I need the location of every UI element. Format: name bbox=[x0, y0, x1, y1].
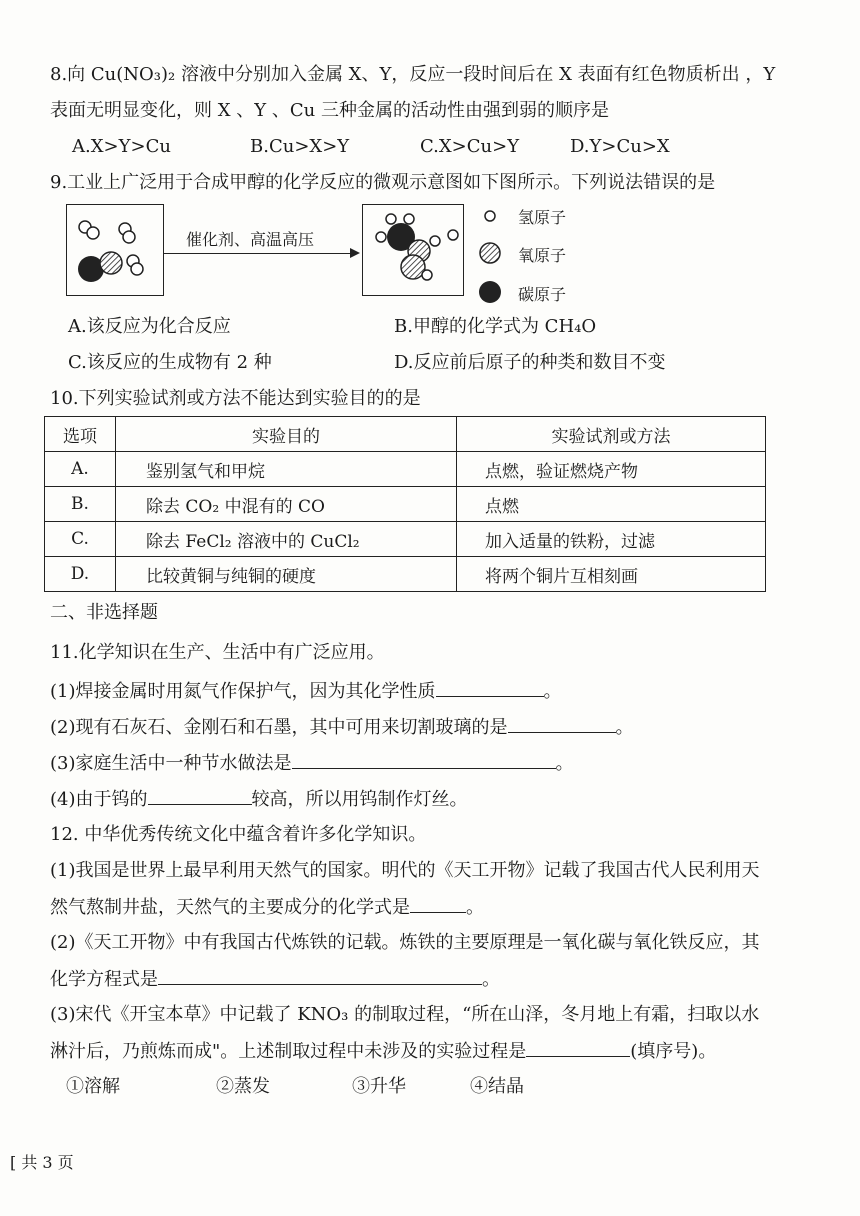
hydrogen-legend-icon bbox=[485, 211, 495, 221]
q8-option-b: B.Cu>X>Y bbox=[250, 136, 350, 157]
row-a-option: A. bbox=[45, 452, 116, 487]
q11-stem: 11.化学知识在生产、生活中有广泛应用。 bbox=[50, 642, 385, 663]
q11-part2-end: 。 bbox=[615, 717, 634, 738]
row-d-method: 将两个铜片互相刻画 bbox=[457, 557, 766, 592]
q11-part3-blank[interactable] bbox=[292, 750, 556, 769]
section-title: 二、非选择题 bbox=[50, 602, 158, 623]
q11-part1-blank[interactable] bbox=[436, 678, 544, 697]
hydrogen-atom bbox=[422, 270, 432, 280]
q12-choice-1: ①溶解 bbox=[66, 1076, 120, 1097]
q12-part1-end: 。 bbox=[466, 897, 484, 918]
legend-carbon-label: 碳原子 bbox=[518, 285, 567, 304]
q8-option-a: A.X>Y>Cu bbox=[72, 136, 171, 157]
products-box bbox=[362, 204, 464, 296]
q12-part3-end: (填序号)。 bbox=[630, 1041, 717, 1062]
reaction-condition-label: 催化剂、高温高压 bbox=[186, 230, 315, 249]
header-purpose: 实验目的 bbox=[116, 417, 457, 452]
q12-part1-text: 然气熬制井盐，天然气的主要成分的化学式是 bbox=[50, 897, 410, 918]
q10-table bbox=[44, 416, 766, 592]
header-method: 实验试剂或方法 bbox=[457, 417, 766, 452]
q12-part3-text: 淋汁后，乃煎炼而成"。上述制取过程中未涉及的实验过程是 bbox=[50, 1041, 527, 1062]
q11-part4-text: (4)由于钨的 bbox=[50, 789, 148, 810]
header-option: 选项 bbox=[45, 417, 116, 452]
q12-part2-end: 。 bbox=[482, 969, 500, 990]
q11-part3-end: 。 bbox=[555, 753, 574, 774]
product-molecules bbox=[363, 205, 463, 295]
q10-stem: 10.下列实验试剂或方法不能达到实验目的的是 bbox=[50, 388, 421, 409]
q12-part2-text: 化学方程式是 bbox=[50, 969, 158, 990]
q11-part4-blank[interactable] bbox=[148, 786, 252, 805]
row-b-method: 点燃 bbox=[457, 487, 766, 522]
hydrogen-atom bbox=[386, 214, 396, 224]
row-c-option: C. bbox=[45, 522, 116, 557]
legend-oxygen-label: 氧原子 bbox=[518, 246, 567, 265]
table-header-row bbox=[45, 417, 766, 452]
hydrogen-atom bbox=[430, 236, 440, 246]
reactants-box bbox=[66, 204, 164, 296]
table-row bbox=[45, 487, 766, 522]
q12-part1-line2 bbox=[50, 894, 484, 921]
q8-line1: 8.向 Cu(NO₃)₂ 溶液中分别加入金属 X、Y，反应一段时间后在 X 表面有红色物质析出 ，Y bbox=[50, 64, 776, 85]
row-c-method: 加入适量的铁粉，过滤 bbox=[457, 522, 766, 557]
hydrogen-atom bbox=[404, 214, 414, 224]
table-row bbox=[45, 452, 766, 487]
q8-option-c: C.X>Cu>Y bbox=[420, 136, 520, 157]
q12-part1-blank[interactable] bbox=[410, 894, 466, 913]
q11-part3-text: (3)家庭生活中一种节水做法是 bbox=[50, 753, 292, 774]
hydrogen-atom bbox=[448, 230, 458, 240]
q11-part1 bbox=[50, 678, 562, 705]
row-c-purpose: 除去 FeCl₂ 溶液中的 CuCl₂ bbox=[116, 522, 457, 557]
legend-hydrogen-label: 氢原子 bbox=[518, 208, 567, 227]
q11-part2-blank[interactable] bbox=[508, 714, 616, 733]
q12-part3-line1: (3)宋代《开宝本草》中记载了 KNO₃ 的制取过程，“所在山泽，冬月地上有霜，扫取以水 bbox=[50, 1004, 760, 1025]
q11-part1-end: 。 bbox=[543, 681, 562, 702]
q8-line2: 表面无明显变化，则 X 、Y 、Cu 三种金属的活动性由强到弱的顺序是 bbox=[50, 100, 609, 121]
q8-option-d: D.Y>Cu>X bbox=[570, 136, 670, 157]
q12-choice-3: ③升华 bbox=[352, 1076, 406, 1097]
q11-part4-end: 较高，所以用钨制作灯丝。 bbox=[251, 789, 468, 810]
q9-option-c: C.该反应的生成物有 2 种 bbox=[68, 352, 272, 373]
q12-part1-line1: (1)我国是世界上最早利用天然气的国家。明代的《天工开物》记载了我国古代人民利用天 bbox=[50, 860, 760, 881]
table-row bbox=[45, 557, 766, 592]
hydrogen-atom bbox=[87, 227, 99, 239]
q11-part3 bbox=[50, 750, 574, 777]
q11-part1-text: (1)焊接金属时用氮气作保护气，因为其化学性质 bbox=[50, 681, 436, 702]
q11-part2 bbox=[50, 714, 634, 741]
q11-part2-text: (2)现有石灰石、金刚石和石墨，其中可用来切割玻璃的是 bbox=[50, 717, 508, 738]
q11-part4 bbox=[50, 786, 468, 813]
row-a-purpose: 鉴别氢气和甲烷 bbox=[116, 452, 457, 487]
reaction-arrow bbox=[164, 253, 350, 254]
table-row bbox=[45, 522, 766, 557]
row-d-purpose: 比较黄铜与纯铜的硬度 bbox=[116, 557, 457, 592]
oxygen-legend-icon bbox=[480, 243, 500, 263]
q12-part3-blank[interactable] bbox=[526, 1038, 630, 1057]
q12-stem: 12. 中华优秀传统文化中蕴含着许多化学知识。 bbox=[50, 824, 427, 845]
hydrogen-atom bbox=[376, 232, 386, 242]
reactant-molecules bbox=[67, 205, 163, 295]
row-d-option: D. bbox=[45, 557, 116, 592]
page-footer: [ 共 3 页 bbox=[10, 1153, 74, 1172]
oxygen-atom bbox=[100, 252, 122, 274]
q12-part2-line1: (2)《天工开物》中有我国古代炼铁的记载。炼铁的主要原理是一氧化碳与氧化铁反应，其 bbox=[50, 932, 760, 953]
q12-choice-2: ②蒸发 bbox=[216, 1076, 270, 1097]
row-b-option: B. bbox=[45, 487, 116, 522]
row-a-method: 点燃，验证燃烧产物 bbox=[457, 452, 766, 487]
q9-option-b: B.甲醇的化学式为 CH₄O bbox=[394, 316, 597, 337]
q9-option-d: D.反应前后原子的种类和数目不变 bbox=[394, 352, 666, 373]
legend-icons bbox=[478, 204, 508, 304]
hydrogen-atom bbox=[123, 231, 135, 243]
q12-choice-4: ④结晶 bbox=[470, 1076, 524, 1097]
q12-part2-line2 bbox=[50, 966, 500, 993]
q9-stem: 9.工业上广泛用于合成甲醇的化学反应的微观示意图如下图所示。下列说法错误的是 bbox=[50, 172, 716, 193]
q12-part2-blank[interactable] bbox=[158, 966, 482, 985]
carbon-legend-icon bbox=[479, 281, 501, 303]
arrow-head-icon bbox=[350, 248, 360, 258]
row-b-purpose: 除去 CO₂ 中混有的 CO bbox=[116, 487, 457, 522]
hydrogen-atom bbox=[131, 263, 143, 275]
q12-part3-line2 bbox=[50, 1038, 716, 1065]
q9-option-a: A.该反应为化合反应 bbox=[68, 316, 231, 337]
